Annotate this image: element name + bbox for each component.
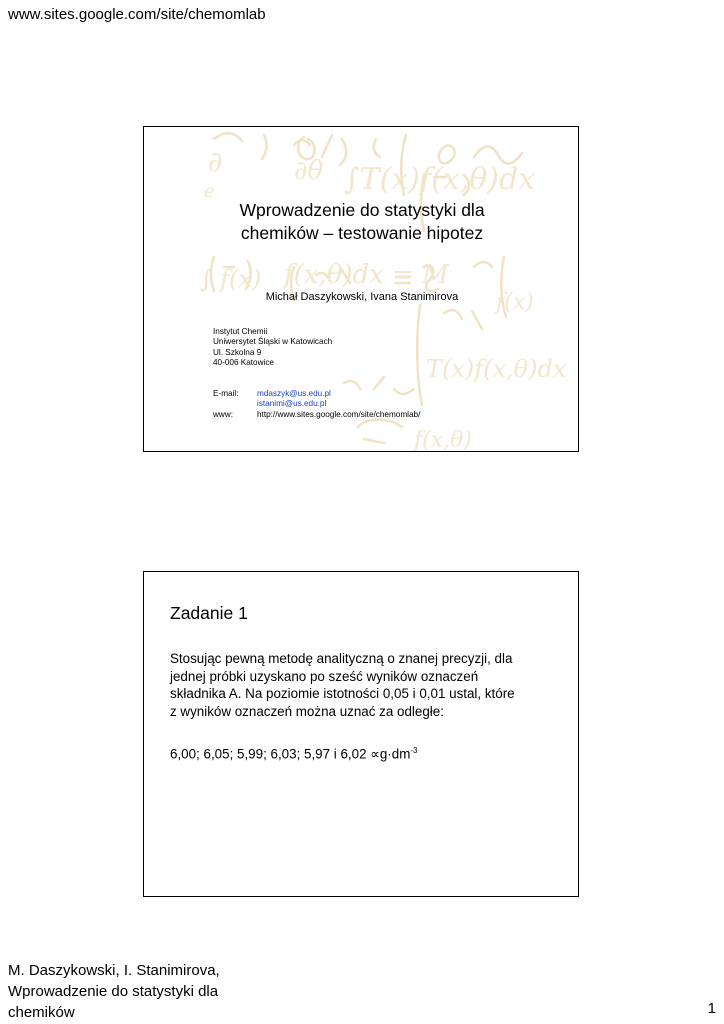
svg-text:∫T(x)f(x,θ)dx: ∫T(x)f(x,θ)dx [344,162,536,197]
email-link[interactable]: mdaszyk@us.edu.pl [257,389,331,398]
contact-block [213,389,420,420]
svg-text:T(x)f(x,θ)dx: T(x)f(x,θ)dx [426,355,567,383]
address-line: 40-006 Katowice [213,357,274,367]
svg-text:f(x,θ): f(x,θ) [414,428,472,453]
address-block [213,327,332,368]
page-number: 1 [707,1000,716,1017]
title-line-2: chemików – testowanie hipotez [240,223,484,243]
slide-title: Zadanie 1 [170,603,248,623]
authors: Michał Daszykowski, Ivana Stanimirova [265,291,459,303]
footer-line: Wprowadzenie do statystyki dla [8,983,219,1000]
svg-text:∂: ∂ [208,145,223,178]
exercise-slide [143,571,579,897]
footer-line: chemików [8,1004,75,1021]
email-link[interactable]: istanimi@us.edu.pl [257,399,327,409]
svg-text:∂θ: ∂θ [294,156,324,186]
text-line: z wyników oznaczeń można uznać za odległe: [170,703,444,719]
header-url: www.sites.google.com/site/chemomlab [8,6,266,23]
exercise-text [170,650,560,720]
text-line: Stosując pewną metodę analityczną o znanej precyzji, dla [170,651,513,666]
address-line: Instytut Chemii [213,327,268,336]
unit-text: g·dm [379,746,411,762]
unit-symbol: ∝ [370,746,380,762]
footer-line: M. Daszykowski, I. Stanimirova, [8,962,220,979]
values-text: 6,00; 6,05; 5,99; 6,03; 5,97 i 6,02 [170,746,371,762]
text-line: jednej próbki uzyskano po sześć wyników oznaczeń [170,668,479,684]
address-line: Ul. Szkolna 9 [213,347,262,357]
address-line: Uniwersytet Śląski w Katowicach [213,337,333,347]
title-line-1: Wprowadzenie do statystyki dla [239,200,485,220]
svg-text:f(x): f(x) [496,290,534,315]
svg-text:e: e [204,181,215,202]
email-label: E-mail: [213,389,239,398]
unit-exponent: -3 [410,746,418,755]
svg-text:f(x,θ)dx = M: f(x,θ)dx = M [284,260,449,290]
presentation-title [154,199,570,245]
measurement-values [170,746,418,762]
svg-text:∫ f(x): ∫ f(x) [200,265,262,293]
www-label: www: [213,409,234,419]
title-slide [143,126,579,452]
www-link[interactable]: http://www.sites.google.com/site/chemomlab/ [257,409,421,419]
footer-citation [8,960,220,1023]
text-line: składnika A. Na poziomie istotności 0,05 i 0,01 ustal, które [170,686,515,701]
